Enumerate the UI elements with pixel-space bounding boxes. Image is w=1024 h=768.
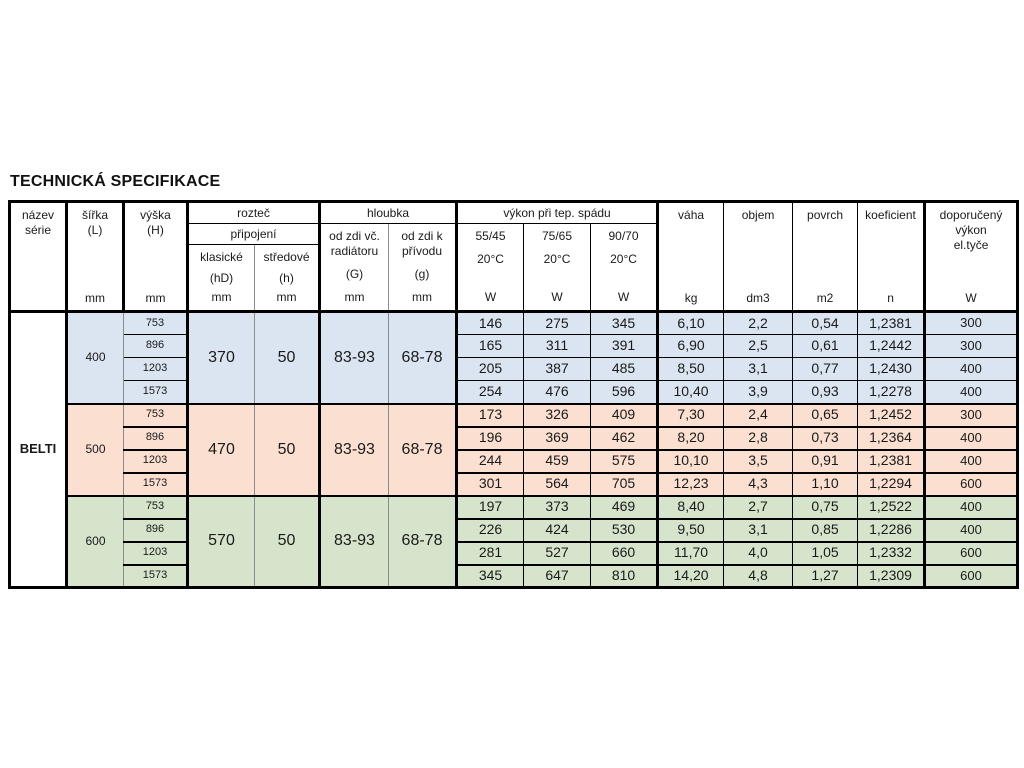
- header-text: rozteč: [237, 205, 270, 220]
- cell-vaha: 7,30: [658, 404, 724, 427]
- cell-koeficient: 1,2430: [858, 358, 925, 381]
- header-text: od zdi vč.: [329, 229, 380, 243]
- cell-vaha: 6,90: [658, 335, 724, 358]
- header-text: 20°C: [543, 252, 571, 266]
- cell-vykon-90-70: 469: [591, 496, 658, 519]
- col-header-vyska: [124, 202, 188, 312]
- col-header-klasicke: [188, 245, 255, 312]
- col-header-objem: [724, 202, 793, 312]
- cell-vykon-90-70: 660: [591, 542, 658, 565]
- cell-stredove: 50: [255, 496, 320, 588]
- cell-povrch: 0,61: [793, 335, 858, 358]
- cell-vykon-55-45: 197: [457, 496, 524, 519]
- cell-klasicke: 370: [188, 312, 255, 404]
- cell-koeficient: 1,2452: [858, 404, 925, 427]
- header-unit: m2: [816, 290, 834, 305]
- header-text: přívodu: [401, 244, 443, 258]
- table-row: [10, 381, 1018, 404]
- header-text: výška: [140, 207, 171, 222]
- cell-objem: 2,8: [724, 427, 793, 450]
- cell-objem: 2,5: [724, 335, 793, 358]
- cell-doporuceny: 400: [925, 381, 1018, 404]
- cell-vykon-75-65: 311: [524, 335, 591, 358]
- table-row: [10, 519, 1018, 542]
- header-text: povrch: [807, 207, 844, 222]
- table-row: [10, 358, 1018, 381]
- cell-sirka: 400: [67, 312, 124, 404]
- cell-vykon-90-70: 530: [591, 519, 658, 542]
- col-header-roztec: [188, 202, 320, 224]
- cell-doporuceny: 600: [925, 565, 1018, 588]
- header-unit: mm: [145, 290, 166, 305]
- cell-vyska: 896: [124, 519, 188, 542]
- cell-od-zdi-vc: 83-93: [320, 312, 389, 404]
- cell-doporuceny: 600: [925, 473, 1018, 496]
- cell-koeficient: 1,2278: [858, 381, 925, 404]
- cell-vaha: 9,50: [658, 519, 724, 542]
- table-row: [10, 542, 1018, 565]
- header-text: od zdi k: [401, 229, 443, 243]
- cell-doporuceny: 400: [925, 427, 1018, 450]
- col-header-vaha: [658, 202, 724, 312]
- cell-vykon-90-70: 391: [591, 335, 658, 358]
- cell-vykon-75-65: 387: [524, 358, 591, 381]
- cell-vykon-75-65: 373: [524, 496, 591, 519]
- col-header-90-70: [591, 224, 658, 312]
- header-text: 55/45: [475, 229, 506, 243]
- cell-objem: 3,1: [724, 358, 793, 381]
- cell-vyska: 1203: [124, 450, 188, 473]
- col-header-koeficient: [858, 202, 925, 312]
- table-row: [10, 565, 1018, 588]
- header-text: název: [21, 207, 55, 222]
- cell-objem: 4,3: [724, 473, 793, 496]
- header-text: 75/65: [542, 229, 573, 243]
- cell-doporuceny: 400: [925, 496, 1018, 519]
- cell-objem: 3,1: [724, 519, 793, 542]
- header-unit: kg: [684, 290, 698, 305]
- cell-vyska: 1573: [124, 565, 188, 588]
- cell-vaha: 10,40: [658, 381, 724, 404]
- cell-vykon-55-45: 301: [457, 473, 524, 496]
- cell-koeficient: 1,2522: [858, 496, 925, 519]
- col-header-vykon: [457, 202, 658, 224]
- cell-vyska: 896: [124, 427, 188, 450]
- header-text: 90/70: [608, 229, 639, 243]
- cell-vykon-75-65: 459: [524, 450, 591, 473]
- cell-vaha: 8,40: [658, 496, 724, 519]
- technical-spec-table: [8, 200, 1019, 589]
- cell-vykon-55-45: 254: [457, 381, 524, 404]
- cell-objem: 3,5: [724, 450, 793, 473]
- col-header-doporuceny: [925, 202, 1018, 312]
- cell-klasicke: 470: [188, 404, 255, 496]
- cell-povrch: 1,10: [793, 473, 858, 496]
- header-text: (H): [147, 222, 164, 237]
- header-row-1: [10, 202, 1018, 224]
- cell-vyska: 1573: [124, 473, 188, 496]
- col-header-stredove: [255, 245, 320, 312]
- cell-vykon-55-45: 196: [457, 427, 524, 450]
- cell-vykon-90-70: 575: [591, 450, 658, 473]
- cell-od-zdi-k: 68-78: [389, 496, 457, 588]
- header-unit: W: [965, 290, 977, 305]
- page-title: TECHNICKÁ SPECIFIKACE: [10, 173, 221, 190]
- table-row: [10, 335, 1018, 358]
- col-header-55-45: [457, 224, 524, 312]
- cell-vykon-75-65: 476: [524, 381, 591, 404]
- cell-povrch: 0,93: [793, 381, 858, 404]
- cell-povrch: 0,85: [793, 519, 858, 542]
- cell-objem: 3,9: [724, 381, 793, 404]
- header-text: objem: [741, 207, 775, 222]
- header-text: hloubka: [366, 205, 410, 220]
- cell-vyska: 1203: [124, 358, 188, 381]
- cell-vaha: 8,20: [658, 427, 724, 450]
- cell-klasicke: 570: [188, 496, 255, 588]
- cell-povrch: 0,54: [793, 312, 858, 335]
- cell-vykon-90-70: 705: [591, 473, 658, 496]
- cell-vyska: 753: [124, 496, 188, 519]
- header-unit: dm3: [746, 290, 770, 305]
- table-row: [10, 427, 1018, 450]
- table-row: [10, 450, 1018, 473]
- cell-vykon-90-70: 409: [591, 404, 658, 427]
- cell-vaha: 8,50: [658, 358, 724, 381]
- header-text: klasické: [200, 250, 243, 264]
- col-header-hloubka: [320, 202, 457, 224]
- header-unit: mm: [276, 290, 297, 304]
- cell-vykon-90-70: 345: [591, 312, 658, 335]
- header-unit: W: [484, 290, 497, 304]
- cell-koeficient: 1,2294: [858, 473, 925, 496]
- cell-vaha: 10,10: [658, 450, 724, 473]
- table-row: [10, 312, 1018, 335]
- header-text: výkon při tep. spádu: [503, 205, 611, 220]
- table-row: [10, 404, 1018, 427]
- cell-vykon-55-45: 205: [457, 358, 524, 381]
- cell-povrch: 1,05: [793, 542, 858, 565]
- cell-od-zdi-vc: 83-93: [320, 404, 389, 496]
- cell-doporuceny: 600: [925, 542, 1018, 565]
- cell-vykon-90-70: 810: [591, 565, 658, 588]
- cell-od-zdi-vc: 83-93: [320, 496, 389, 588]
- cell-vykon-75-65: 424: [524, 519, 591, 542]
- cell-koeficient: 1,2381: [858, 312, 925, 335]
- col-header-75-65: [524, 224, 591, 312]
- cell-vaha: 11,70: [658, 542, 724, 565]
- cell-vykon-55-45: 165: [457, 335, 524, 358]
- header-text: radiátoru: [330, 244, 379, 258]
- cell-objem: 4,0: [724, 542, 793, 565]
- cell-objem: 2,7: [724, 496, 793, 519]
- cell-vykon-55-45: 146: [457, 312, 524, 335]
- cell-koeficient: 1,2442: [858, 335, 925, 358]
- cell-od-zdi-k: 68-78: [389, 312, 457, 404]
- header-text: (hD): [209, 271, 234, 285]
- header-text: (L): [87, 222, 103, 237]
- cell-sirka: 600: [67, 496, 124, 588]
- header-text: středové: [263, 250, 310, 264]
- header-text: série: [24, 222, 51, 237]
- header-unit: W: [617, 290, 630, 304]
- cell-vaha: 14,20: [658, 565, 724, 588]
- cell-vykon-75-65: 564: [524, 473, 591, 496]
- col-header-pripojeni: [188, 224, 320, 245]
- cell-objem: 2,2: [724, 312, 793, 335]
- cell-vykon-90-70: 462: [591, 427, 658, 450]
- header-text: připojení: [230, 226, 277, 241]
- cell-vykon-90-70: 596: [591, 381, 658, 404]
- header-unit: mm: [85, 290, 105, 305]
- cell-doporuceny: 400: [925, 358, 1018, 381]
- cell-stredove: 50: [255, 312, 320, 404]
- header-text: 20°C: [610, 252, 637, 266]
- table-row: [10, 496, 1018, 519]
- cell-stredove: 50: [255, 404, 320, 496]
- cell-vykon-55-45: 345: [457, 565, 524, 588]
- header-unit: W: [551, 290, 563, 304]
- header-text: (G): [345, 267, 364, 281]
- cell-vykon-90-70: 485: [591, 358, 658, 381]
- cell-vyska: 896: [124, 335, 188, 358]
- col-header-od-zdi-k: [389, 224, 457, 312]
- header-text: (g): [414, 267, 430, 281]
- header-text: 20°C: [477, 252, 504, 266]
- cell-koeficient: 1,2381: [858, 450, 925, 473]
- cell-doporuceny: 300: [925, 312, 1018, 335]
- col-header-nazev-serie: [10, 202, 67, 312]
- cell-vykon-55-45: 173: [457, 404, 524, 427]
- cell-vyska: 1573: [124, 381, 188, 404]
- col-header-sirka: [67, 202, 124, 312]
- cell-vykon-55-45: 244: [457, 450, 524, 473]
- header-text: (h): [279, 271, 294, 285]
- header-text: výkon: [955, 222, 987, 237]
- cell-doporuceny: 400: [925, 519, 1018, 542]
- cell-vyska: 1203: [124, 542, 188, 565]
- cell-povrch: 0,75: [793, 496, 858, 519]
- header-unit: mm: [211, 290, 232, 304]
- header-unit: mm: [344, 290, 365, 304]
- cell-koeficient: 1,2309: [858, 565, 925, 588]
- cell-sirka: 500: [67, 404, 124, 496]
- cell-koeficient: 1,2286: [858, 519, 925, 542]
- cell-vykon-55-45: 281: [457, 542, 524, 565]
- cell-vykon-75-65: 326: [524, 404, 591, 427]
- cell-vykon-55-45: 226: [457, 519, 524, 542]
- header-unit: n: [887, 290, 894, 305]
- cell-koeficient: 1,2364: [858, 427, 925, 450]
- cell-povrch: 0,73: [793, 427, 858, 450]
- header-text: váha: [678, 207, 705, 222]
- header-text: koeficient: [865, 207, 916, 222]
- cell-doporuceny: 300: [925, 335, 1018, 358]
- cell-doporuceny: 300: [925, 404, 1018, 427]
- cell-koeficient: 1,2332: [858, 542, 925, 565]
- cell-objem: 4,8: [724, 565, 793, 588]
- cell-vyska: 753: [124, 312, 188, 335]
- cell-vyska: 753: [124, 404, 188, 427]
- col-header-povrch: [793, 202, 858, 312]
- cell-vykon-75-65: 647: [524, 565, 591, 588]
- cell-vykon-75-65: 275: [524, 312, 591, 335]
- cell-povrch: 0,91: [793, 450, 858, 473]
- cell-vaha: 12,23: [658, 473, 724, 496]
- cell-povrch: 0,65: [793, 404, 858, 427]
- series-name-cell: BELTI: [10, 312, 67, 588]
- cell-objem: 2,4: [724, 404, 793, 427]
- header-text: el.tyče: [953, 237, 989, 252]
- table-row: [10, 473, 1018, 496]
- header-unit: mm: [412, 290, 432, 304]
- cell-povrch: 1,27: [793, 565, 858, 588]
- header-text: doporučený: [939, 207, 1003, 222]
- cell-povrch: 0,77: [793, 358, 858, 381]
- cell-doporuceny: 400: [925, 450, 1018, 473]
- header-text: šířka: [81, 207, 108, 222]
- col-header-od-zdi-vc: [320, 224, 389, 312]
- cell-vykon-75-65: 527: [524, 542, 591, 565]
- cell-od-zdi-k: 68-78: [389, 404, 457, 496]
- cell-vykon-75-65: 369: [524, 427, 591, 450]
- cell-vaha: 6,10: [658, 312, 724, 335]
